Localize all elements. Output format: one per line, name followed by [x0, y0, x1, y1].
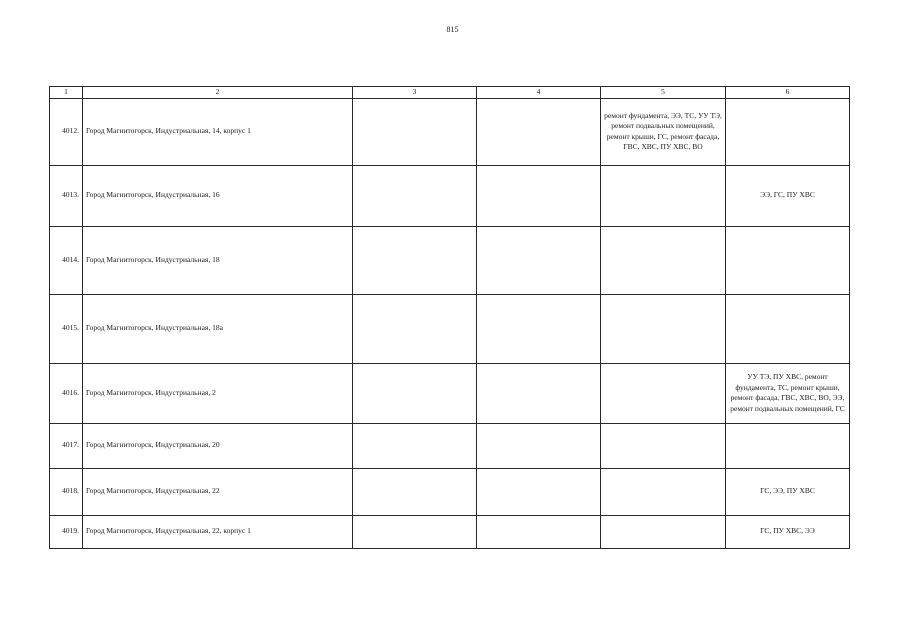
row-number: 4017.: [50, 423, 83, 468]
row-col6: [726, 423, 850, 468]
column-header: 4: [477, 87, 601, 99]
row-col5: [601, 468, 726, 515]
table-row: [50, 468, 850, 515]
row-address: Город Магнитогорск, Индустриальная, 22, корпус 1: [83, 515, 353, 548]
table-row: [50, 98, 850, 165]
row-col3: [353, 515, 477, 548]
column-header: 6: [726, 87, 850, 99]
row-col3: [353, 98, 477, 165]
column-header: 2: [83, 87, 353, 99]
row-col3: [353, 165, 477, 226]
row-col5: [601, 423, 726, 468]
row-col4: [477, 363, 601, 423]
table-row: [50, 363, 850, 423]
table-row: [50, 294, 850, 363]
row-col6: ГС, ПУ ХВС, ЭЭ: [726, 515, 850, 548]
row-col6: ГС, ЭЭ, ПУ ХВС: [726, 468, 850, 515]
row-col5: [601, 363, 726, 423]
row-address: Город Магнитогорск, Индустриальная, 14, корпус 1: [83, 98, 353, 165]
row-col4: [477, 515, 601, 548]
row-col3: [353, 363, 477, 423]
row-col6: ЭЭ, ГС, ПУ ХВС: [726, 165, 850, 226]
row-col4: [477, 98, 601, 165]
row-address: Город Магнитогорск, Индустриальная, 18а: [83, 294, 353, 363]
row-number: 4013.: [50, 165, 83, 226]
column-header: 1: [50, 87, 83, 99]
row-col5: [601, 515, 726, 548]
page-number: 815: [446, 25, 459, 34]
row-col4: [477, 423, 601, 468]
row-number: 4012.: [50, 98, 83, 165]
row-col4: [477, 468, 601, 515]
row-col3: [353, 468, 477, 515]
table-row: [50, 423, 850, 468]
row-number: 4014.: [50, 226, 83, 294]
row-col4: [477, 294, 601, 363]
row-address: Город Магнитогорск, Индустриальная, 16: [83, 165, 353, 226]
row-number: 4015.: [50, 294, 83, 363]
row-col5: ремонт фундамента, ЭЭ, ТС, УУ ТЭ, ремонт подвальных помещений, ремонт крыши, ГС, ремонт фасада, ГВС, ХВС, ПУ ХВС, ВО: [601, 98, 726, 165]
row-number: 4019.: [50, 515, 83, 548]
table-row: [50, 165, 850, 226]
row-col6: [726, 294, 850, 363]
housing-registry-table: [49, 86, 850, 549]
row-col5: [601, 226, 726, 294]
table-row: [50, 226, 850, 294]
row-col4: [477, 226, 601, 294]
table-header-row: [50, 87, 850, 99]
row-col6: УУ ТЭ, ПУ ХВС, ремонт фундамента, ТС, ремонт крыши, ремонт фасада, ГВС, ХВС, ВО, ЭЭ, ремонт подвальных помещений, ГС: [726, 363, 850, 423]
row-address: Город Магнитогорск, Индустриальная, 2: [83, 363, 353, 423]
row-col4: [477, 165, 601, 226]
row-number: 4018.: [50, 468, 83, 515]
row-col5: [601, 294, 726, 363]
table-row: [50, 515, 850, 548]
row-address: Город Магнитогорск, Индустриальная, 18: [83, 226, 353, 294]
row-address: Город Магнитогорск, Индустриальная, 22: [83, 468, 353, 515]
row-col3: [353, 423, 477, 468]
row-col3: [353, 226, 477, 294]
row-address: Город Магнитогорск, Индустриальная, 20: [83, 423, 353, 468]
row-number: 4016.: [50, 363, 83, 423]
row-col6: [726, 98, 850, 165]
row-col3: [353, 294, 477, 363]
column-header: 5: [601, 87, 726, 99]
row-col6: [726, 226, 850, 294]
column-header: 3: [353, 87, 477, 99]
row-col5: [601, 165, 726, 226]
